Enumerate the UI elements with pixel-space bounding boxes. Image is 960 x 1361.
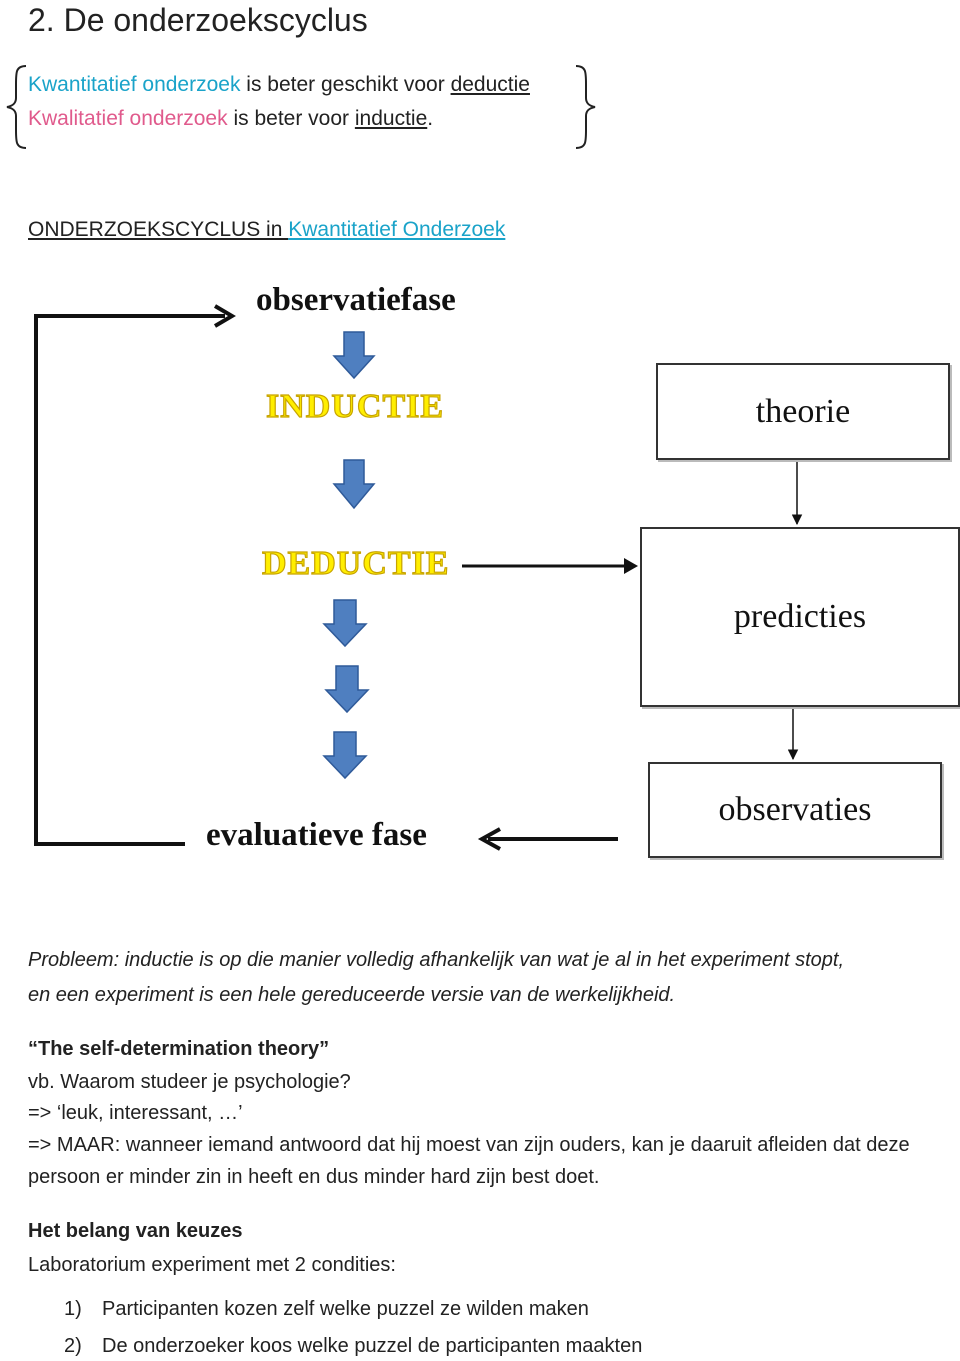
sdt-maar-line-1: => MAAR: wanneer iemand antwoord dat hij moest van zijn ouders, kan je daaruit afleiden dat deze [28, 1134, 910, 1156]
diagram-title [28, 217, 505, 243]
inductie-label: INDUCTIE [266, 388, 445, 425]
sdt-answer: => ‘leuk, interessant, …’ [28, 1102, 243, 1124]
inductie-term: inductie [354, 107, 428, 130]
diagram-title-prefix: ONDERZOEKSCYCLUS in [28, 218, 289, 241]
intro-text: is beter geschikt voor [240, 73, 451, 96]
arrow-to-evaluatieve [482, 829, 618, 849]
theorie-label: theorie [755, 392, 851, 430]
sdt-maar-line-2: persoon er minder zin in heeft en dus minder hard zijn best doet. [28, 1166, 600, 1188]
intro-line-2 [28, 106, 433, 132]
observatiefase-label: observatiefase [256, 282, 456, 318]
blue-down-arrow-icon [324, 732, 366, 778]
intro-text: is beter voor [227, 107, 355, 130]
theorie-box [656, 363, 950, 460]
keuzes-title: Het belang van keuzes [28, 1220, 243, 1242]
left-brace-icon [4, 64, 30, 150]
observaties-label: observaties [718, 791, 872, 828]
period: . [427, 107, 434, 130]
list-number: 1) [64, 1298, 82, 1320]
deductie-term: deductie [450, 73, 530, 96]
feedback-loop-arrow [36, 306, 232, 844]
deductie-label: DEDUCTIE [262, 545, 450, 582]
list-item [64, 1297, 589, 1321]
problem-line-2: en een experiment is een hele gereduceerde versie van de werkelijkheid. [28, 984, 676, 1006]
predicties-label: predicties [733, 598, 867, 635]
diagram-title-link: Kwantitatief Onderzoek [288, 218, 506, 241]
evaluatieve-fase-label: evaluatieve fase [206, 817, 427, 853]
blue-down-arrow-icon [324, 600, 366, 646]
arrow-to-predicties [462, 558, 638, 574]
list-text: De onderzoeker koos welke puzzel de participanten maakten [102, 1335, 643, 1357]
kwantitatief-label: Kwantitatief onderzoek [28, 73, 241, 96]
list-text: Participanten kozen zelf welke puzzel ze wilden maken [102, 1298, 589, 1320]
predicties-box [640, 527, 960, 707]
blue-down-arrow-icon [326, 666, 368, 712]
list-number: 2) [64, 1335, 82, 1357]
problem-line-1: Probleem: inductie is op die manier volledig afhankelijk van wat je al in het experiment stopt, [28, 949, 844, 971]
blue-down-arrow-icon [334, 460, 374, 508]
blue-down-arrow-icon [334, 332, 374, 378]
intro-line-1 [28, 72, 530, 98]
list-item [64, 1334, 642, 1358]
page-title: 2. De onderzoekscyclus [28, 2, 368, 38]
sdt-example: vb. Waarom studeer je psychologie? [28, 1071, 351, 1093]
observaties-box [648, 762, 942, 858]
keuzes-lab: Laboratorium experiment met 2 condities: [28, 1254, 396, 1276]
kwalitatief-label: Kwalitatief onderzoek [28, 107, 228, 130]
sdt-title: “The self-determination theory” [28, 1038, 330, 1060]
right-brace-icon [572, 64, 598, 150]
